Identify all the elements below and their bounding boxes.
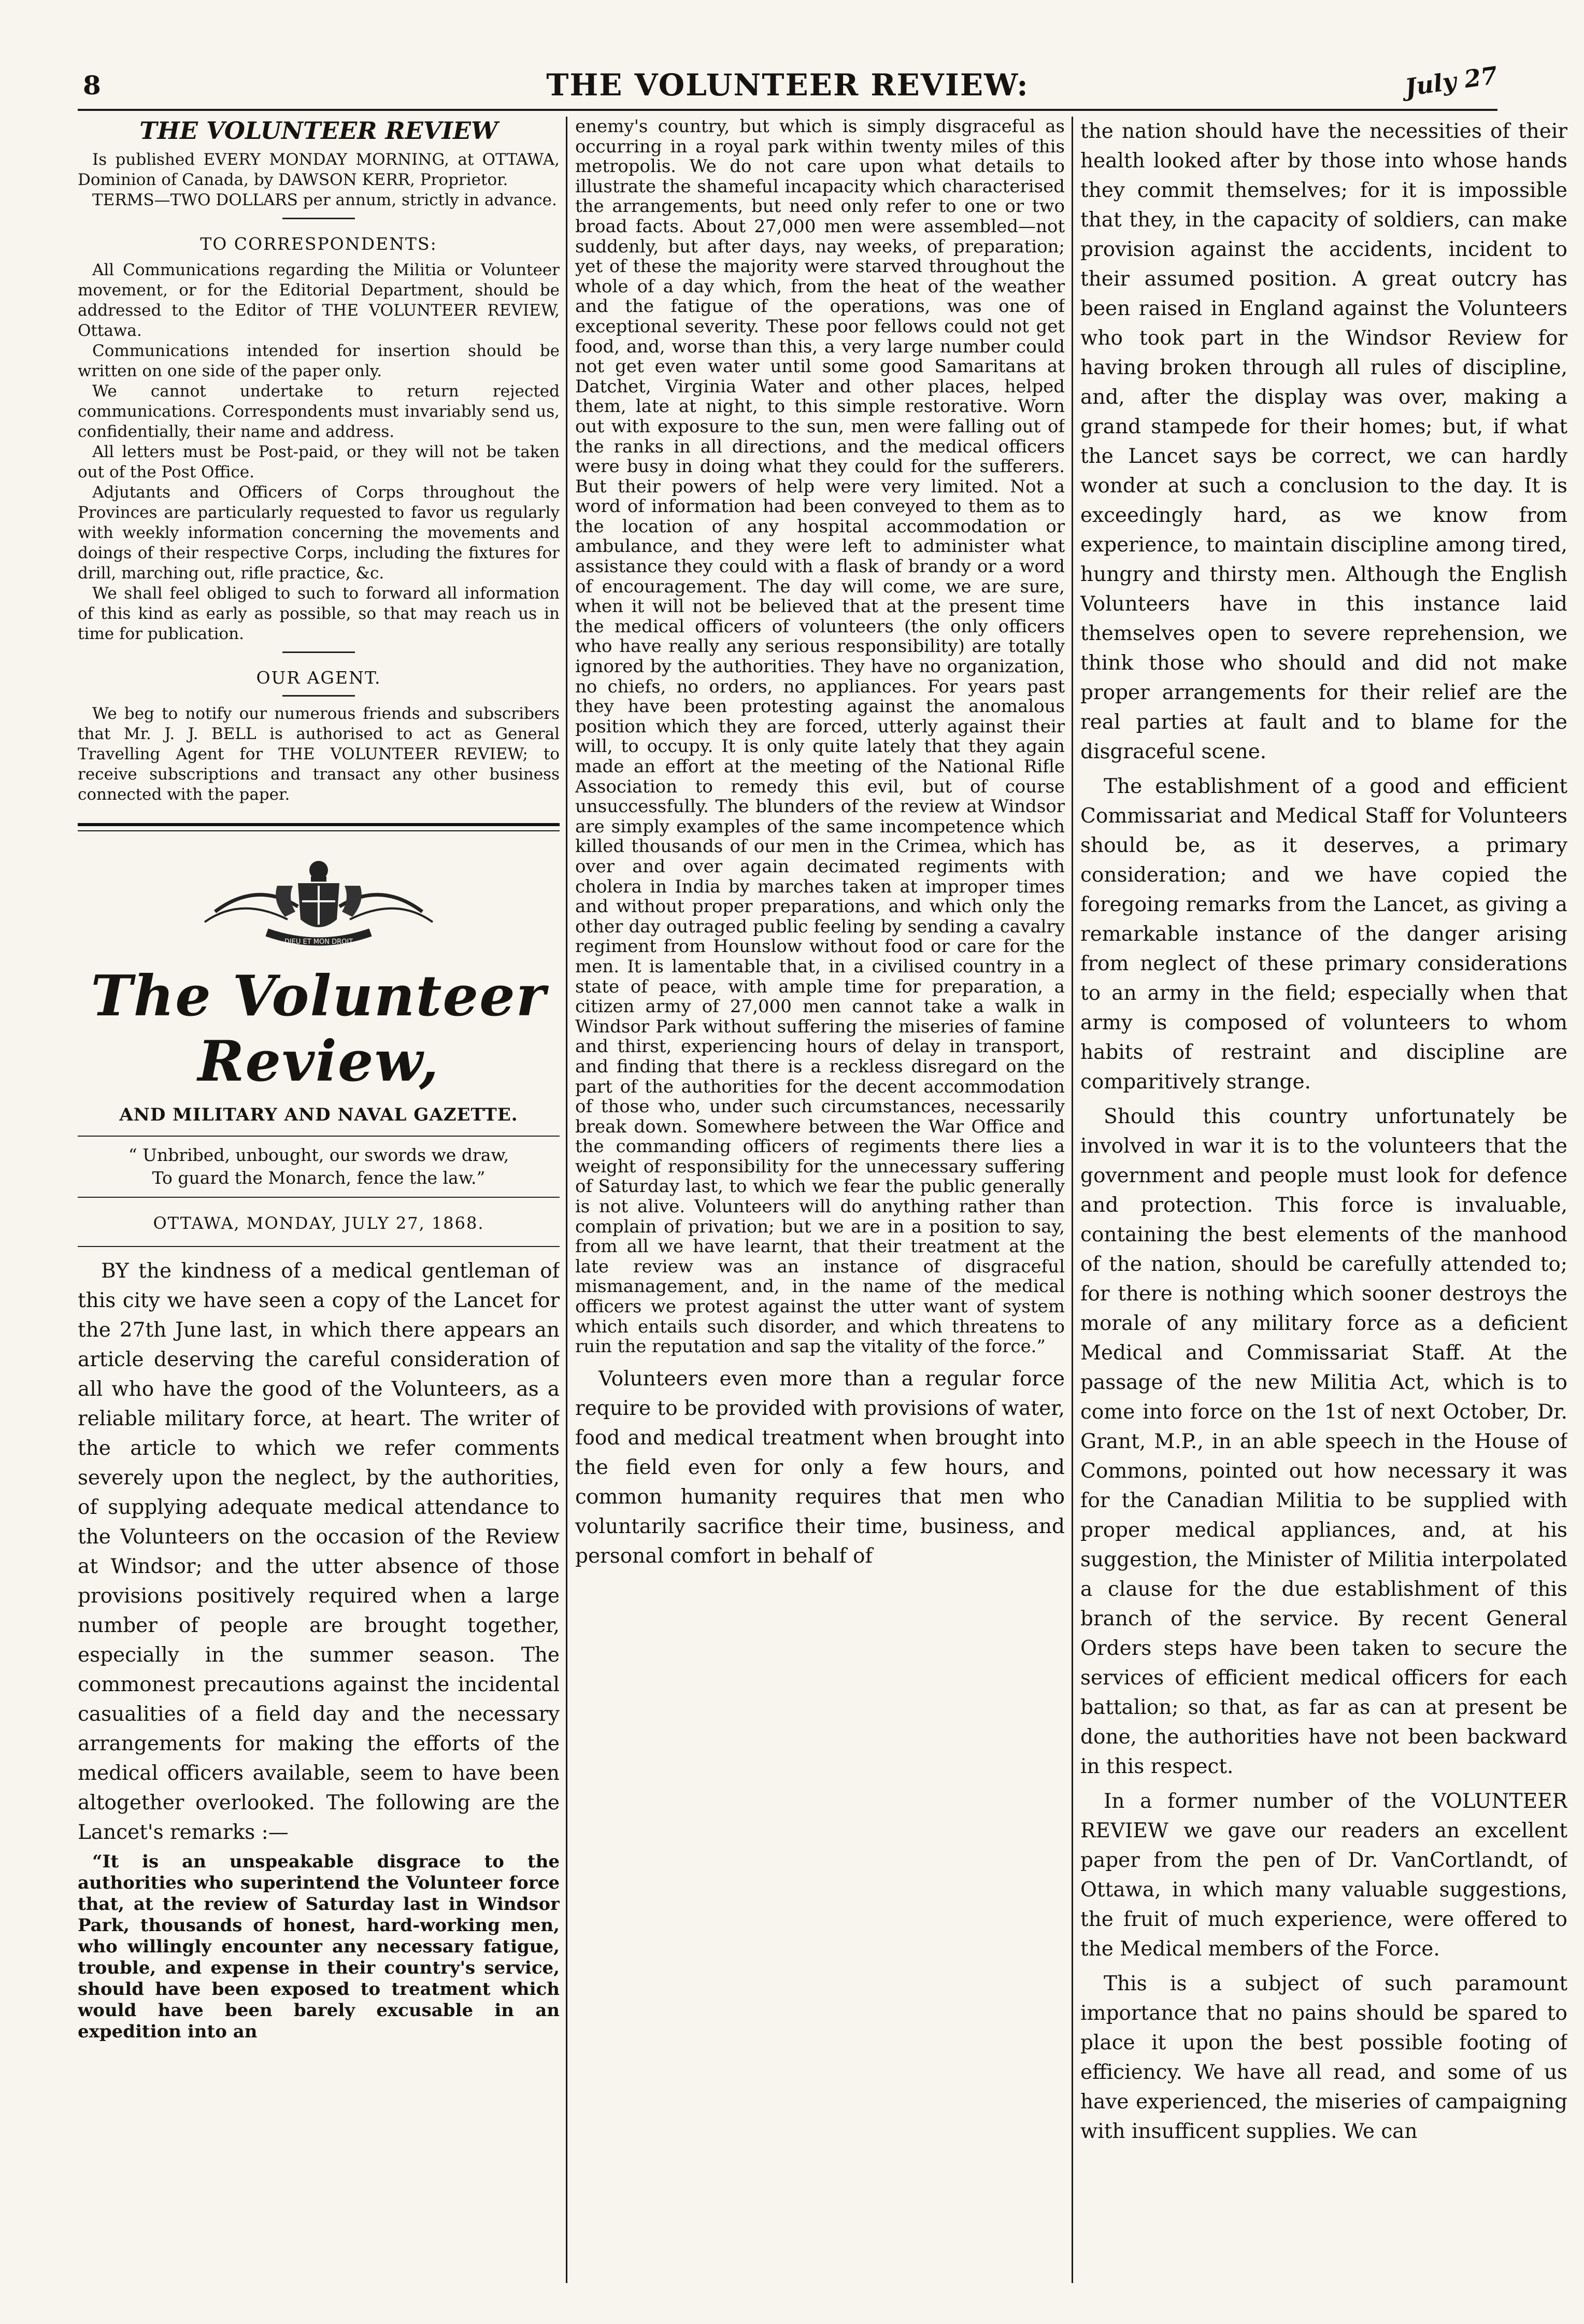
correspondents-item: Communications intended for insertion should be written on one side of the paper only. bbox=[78, 342, 560, 380]
page-number: 8 bbox=[83, 70, 101, 101]
divider bbox=[78, 1246, 560, 1247]
correspondents-item: We cannot undertake to return rejected communications. Correspondents must invariably send us, confidentially, their name and address. bbox=[78, 382, 560, 441]
divider bbox=[282, 651, 355, 653]
dateline: OTTAWA, MONDAY, JULY 27, 1868. bbox=[153, 1213, 484, 1233]
correspondents-heading: TO CORRESPONDENTS: bbox=[200, 234, 437, 254]
editorial-paragraph: Volunteers even more than a regular force require to be provided with provisions of water, food and medical treatment when brought into the field even for only a few hours, and common humanity requires that men who voluntarily sacrifice their time, business, and personal comfort in behalf of bbox=[575, 1367, 1065, 1568]
motto-line: “ Unbribed, unbought, our swords we draw, bbox=[128, 1145, 509, 1165]
divider bbox=[78, 1136, 560, 1137]
editorial-paragraph: the nation should have the necessities of their health looked after by those into whose hands they commit themselves; for it is impossible that they, in the capacity of soldiers, can make provision against the accidents, incident to their assumed position. A great outcry has been raised in England against the Volunteers who took part in the Windsor Review for having broken through all rules of discipline, and, after the display was over, making a grand stampede for their homes; but, if what the Lancet says be correct, we can hardly wonder at such a conclusion to the day. It is exceedingly hard, as we know from experience, to maintain discipline among tired, hungry and thirsty men. Although the English Volunteers have in this instance laid themselves open to severe reprehension, we think those who should and did not make proper arrangements for their relief are the real parties at fault and to blame for the disgraceful scene. bbox=[1080, 120, 1567, 763]
correspondents-item: All letters must be Post-paid, or they will not be taken out of the Post Office. bbox=[78, 443, 560, 481]
column-rule bbox=[566, 117, 567, 2283]
masthead-title: THE VOLUNTEER REVIEW bbox=[139, 117, 498, 145]
royal-arms-emblem bbox=[194, 849, 443, 953]
editorial-paragraph: BY the kindness of a medical gentleman of this city we have seen a copy of the Lancet for the 27th June last, in which there appears an article deserving the careful consideration of all who have the good of the Volunteers, as a reliable military force, at heart. The writer of the article to which we refer comments severely upon the neglect, by the authorities, of supplying adequate medical attendance to the Volunteers on the occasion of the Review at Windsor; and the utter absence of those provisions positively required when a large number of people are brought together, especially in the summer season. The commonest precautions against the incidental casualities of a field day and the necessary arrangements for making the efforts of the medical officers available, seem to have been altogether overlooked. The following are the Lancet's remarks :— bbox=[78, 1259, 560, 1844]
lancet-quote: “It is an unspeakable disgrace to the authorities who superintend the Volunteer force that, at the review of Saturday last in Windsor Park, thousands of honest, hard-working men, who willingly encounter any necessary fatigue, trouble, and expense in their country's service, should have been exposed to treatment which would have been barely excusable in an expedition into an bbox=[78, 1851, 560, 2042]
column-middle bbox=[575, 117, 1065, 2283]
lancet-quote-continued: enemy's country, but which is simply disgraceful as occurring in a royal park within twenty miles of this metropolis. We do not care upon what details to illustrate the shameful incapacity which characterised the arrangements, but need only refer to one or two broad facts. About 27,000 men were assembled—not suddenly, but after days, nay weeks, of preparation; yet of these the majority were starved throughout the whole of a day which, from the heat of the weather and the fatigue of the operations, was one of exceptional severity. These poor fellows could not get food, and, worse than this, a very large number could not get even water until some good Samaritans at Datchet, Virginia Water and other places, helped them, late at night, to this simple restorative. Worn out with exposure to the sun, men were falling out of the ranks in all directions, and the medical officers were busy in doing what they could for the sufferers. But their powers of help were very limited. Not a word of information had been conveyed to them as to the location of any hospital accommodation or ambulance, and they were left to administer what assistance they could with a flask of brandy or a word of encouragement. The day will come, we are sure, when it will not be believed that at the present time the medical officers of volunteers (the only officers who have really any serious responsibility) are totally ignored by the authorities. They have no organization, no chiefs, no orders, no appliances. For years past they have been protesting against the anomalous position which they are forced, utterly against their will, to occupy. It is only quite lately that they again made an effort at the meeting of the National Rifle Association to remedy this evil, but of course unsuccessfully. The blunders of the review at Windsor are simply examples of the same incompetence which killed thousands of our men in the Crimea, which has over and over again decimated regiments with cholera in India by marches taken at improper times and without proper preparations, and which only the other day outraged public feeling by sending a cavalry regiment from Hounslow without food or care for the men. It is lamentable that, in a civilised country in a state of peace, with ample time for preparation, a citizen army of 27,000 men cannot take a walk in Windsor Park without suffering the miseries of famine and thirst, experiencing hours of delay in transport, and finding that there is a reckless disregard on the part of the authorities for the decent accommodation of those who, under such circumstances, necessarily break down. Somewhere between the War Office and the commanding officers of regiments there lies a weight of responsibility for the unnecessary suffering of Saturday last, to which we fear the public generally is not alive. Volunteers will do anything rather than complain of privation; but we are in a position to say, from all we have learnt, that their treatment at the late review was an instance of disgraceful mismanagement, and, in the name of the medical officers we protest against the utter want of system which entails such disorder, and which threatens to ruin the reputation and sap the vitality of the force.” bbox=[575, 117, 1065, 1357]
double-rule bbox=[78, 823, 560, 831]
divider bbox=[282, 218, 355, 219]
running-head bbox=[78, 61, 1499, 111]
correspondents-item: All Communications regarding the Militia or Volunteer movement, or for the Editorial Department, should be addressed to the Editor of THE VOLUNTEER REVIEW, Ottawa. bbox=[78, 261, 560, 340]
motto-line: To guard the Monarch, fence the law.” bbox=[152, 1168, 486, 1188]
divider bbox=[282, 695, 355, 697]
correspondents-item: Adjutants and Officers of Corps throughout the Provinces are particularly requested to favor us regularly with weekly information concerning the movements and doings of their respective Corps, including the fixtures for drill, marching out, rifle practice, &c. bbox=[78, 483, 560, 583]
paper-name: THE VOLUNTEER REVIEW: bbox=[546, 67, 1029, 103]
column-right bbox=[1080, 117, 1567, 2283]
nameplate-subtitle: AND MILITARY AND NAVAL GAZETTE. bbox=[119, 1104, 518, 1125]
column-rule bbox=[1072, 117, 1073, 2283]
editorial-paragraph: The establishment of a good and efficient Commissariat and Medical Staff for Volunteers should be, as it deserves, a primary consideration; and we have copied the foregoing remarks from the Lancet, as giving a remarkable instance of the danger arising from neglect of these primary considerations to an army in the field; especially when that army is composed of volunteers to whom habits of restraint and discipline are comparitively strange. bbox=[1080, 775, 1567, 1094]
divider bbox=[78, 1197, 560, 1198]
editorial-paragraph: Should this country unfortunately be involved in war it is to the volunteers that the government and people must look for defence and protection. This force is invaluable, containing the best elements of the manhood of the nation, should be carefully attended to; for there is nothing which sooner destroys the morale of any military force as a deficient Medical and Commissariat Staff. At the passage of the new Militia Act, which is to come into force on the 1st of next October, Dr. Grant, M.P., in an able speech in the House of Commons, pointed out how necessary it was for the Canadian Militia to be supplied with proper medical appliances, and, at his suggestion, the Minister of Militia interpolated a clause for the due establishment of this branch of the service. By recent General Orders steps have been taken to secure the services of efficient medical officers for each battalion; so that, as far as can at present be done, the authorities have not been backward in this respect. bbox=[1080, 1105, 1567, 1778]
header-date: July 27 bbox=[1403, 61, 1499, 102]
agent-heading: OUR AGENT. bbox=[256, 668, 381, 688]
agent-text: We beg to notify our numerous friends and subscribers that Mr. J. J. BELL is authorised to act as General Travelling Agent for THE VOLUNTEER REVIEW; to receive subscriptions and transact any other business connected with the paper. bbox=[78, 704, 560, 804]
correspondents-item: We shall feel obliged to such to forward all information of this kind as early as possible, so that may reach us in time for publication. bbox=[78, 584, 560, 643]
nameplate: The Volunteer Review, bbox=[91, 963, 547, 1094]
column-left bbox=[78, 117, 560, 2283]
editorial-paragraph: This is a subject of such paramount importance that no pains should be spared to place it upon the best possible footing of efficiency. We have all read, and some of us have experienced, the miseries of campaigning with insufficent supplies. We can bbox=[1080, 1972, 1567, 2143]
editorial-paragraph: In a former number of the VOLUNTEER REVIEW we gave our readers an excellent paper from the pen of Dr. VanCortlandt, of Ottawa, in which many valuable suggestions, the fruit of much experience, were offered to the Medical members of the Force. bbox=[1080, 1790, 1567, 1961]
emblem-ribbon-text: DIEU ET MON DROIT bbox=[284, 938, 353, 946]
publisher-note: Is published EVERY MONDAY MORNING, at OTTAWA, Dominion of Canada, by DAWSON KERR, Proprietor. bbox=[78, 150, 560, 189]
motto bbox=[78, 1144, 560, 1189]
terms: TERMS—TWO DOLLARS per annum, strictly in advance. bbox=[92, 191, 557, 209]
